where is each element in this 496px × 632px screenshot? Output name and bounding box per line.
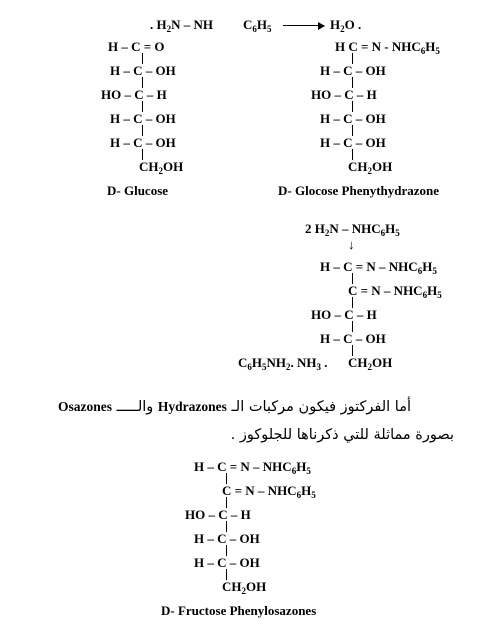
- sub: 2: [367, 166, 372, 176]
- reaction1-reagent: [150, 17, 214, 34]
- sub: 5: [437, 290, 442, 300]
- fructose-last-row: [222, 579, 267, 596]
- osazone-row-1: [320, 259, 437, 276]
- row-h: H: [296, 459, 307, 474]
- bp-nh3: . NH: [290, 355, 317, 370]
- fructose-caption: D- Fructose Phenylosazones: [161, 603, 317, 618]
- sub: 6: [417, 266, 423, 276]
- glucose-row: H – C – OH: [110, 63, 176, 78]
- paragraph-line-1: [58, 400, 411, 415]
- sub: 5: [432, 266, 437, 276]
- phenyl-c: C: [243, 17, 253, 32]
- row-h: H: [301, 483, 312, 498]
- ch: CH: [348, 159, 368, 174]
- glucose-caption: D- Glucose: [107, 183, 169, 198]
- sub: 6: [422, 290, 428, 300]
- sub: 6: [247, 362, 252, 372]
- reaction2-byproducts: [238, 355, 328, 372]
- fructose-row-2: [222, 483, 316, 500]
- fructose-row-1: [194, 459, 311, 476]
- glucose-last-row: [139, 159, 184, 176]
- sub: 6: [252, 24, 257, 34]
- hydrazones-term: Hydrazones: [157, 399, 227, 414]
- reaction1-phenyl: [243, 17, 272, 34]
- row-h: H: [422, 259, 433, 274]
- sub: 2: [158, 166, 163, 176]
- osazone-row-4: H – C – OH: [320, 331, 386, 346]
- sub: 5: [395, 228, 400, 238]
- row-text: H – C = N – NHC: [194, 459, 292, 474]
- hydrazone-row: H – C – OH: [320, 111, 386, 126]
- oh: OH: [372, 355, 393, 370]
- ch: CH: [139, 159, 159, 174]
- sub: 2: [367, 362, 372, 372]
- row-text: C = N – NHC: [222, 483, 297, 498]
- sub: 2: [340, 24, 345, 34]
- reagent-h: H: [385, 221, 396, 236]
- row-text: C = N – NHC: [348, 283, 423, 298]
- sub: 5: [311, 490, 316, 500]
- osazone-last-row: [348, 355, 393, 372]
- ch: CH: [348, 355, 368, 370]
- reaction1-product: [330, 17, 362, 34]
- paragraph-line-2: بصورة مماثلة للتي ذكرناها للجلوكوز .: [230, 427, 454, 443]
- ch: CH: [222, 579, 242, 594]
- hydrazone-row: H – C – OH: [320, 63, 386, 78]
- fructose-row: H – C – OH: [194, 531, 260, 546]
- hydrazone-row-1: [335, 39, 440, 56]
- glucose-row: HO – C – H: [101, 87, 167, 102]
- sub: 2: [324, 228, 330, 238]
- glucose-row: H – C = O: [108, 39, 165, 54]
- product-tail: O .: [344, 17, 362, 32]
- reaction1-lead: . H: [150, 17, 167, 32]
- sub: 6: [291, 466, 297, 476]
- phenyl-h: H: [256, 17, 268, 32]
- sub: 2: [166, 24, 172, 34]
- fructose-row: H – C – OH: [194, 555, 260, 570]
- down-arrow-icon: ↓: [348, 237, 355, 252]
- sub: 5: [267, 24, 272, 34]
- bp-dot: .: [324, 355, 328, 370]
- osazones-term: Osazones: [58, 399, 112, 414]
- product-h: H: [330, 17, 341, 32]
- hydrazone-row: HO – C – H: [311, 87, 377, 102]
- hydrazone-last-row: [348, 159, 393, 176]
- sub: 2: [241, 586, 246, 596]
- reaction-arrow: [283, 25, 324, 26]
- row-text: H – C = N – NHC: [320, 259, 418, 274]
- row-h: H: [427, 283, 438, 298]
- sub: 2: [286, 362, 291, 372]
- sub: 6: [380, 228, 386, 238]
- arabic-text: أما الفركتوز فيكون مركبات الـ: [231, 399, 411, 415]
- sub: 5: [435, 46, 440, 56]
- glucose-row: H – C – OH: [110, 135, 176, 150]
- oh: OH: [163, 159, 184, 174]
- bp-c: C: [238, 355, 248, 370]
- sub: 6: [420, 46, 426, 56]
- sub: 3: [316, 362, 322, 372]
- arabic-text: والـــــ: [116, 399, 154, 415]
- sub: 5: [262, 362, 267, 372]
- bp-nh: NH: [266, 355, 287, 370]
- bp-h: H: [251, 355, 263, 370]
- reaction1-reagent-tail: N – NH: [171, 17, 214, 32]
- fructose-row: HO – C – H: [185, 507, 251, 522]
- reagent-mid: N – NHC: [329, 221, 381, 236]
- hydrazone-row: H – C – OH: [320, 135, 386, 150]
- reaction2-reagent: [305, 221, 400, 238]
- row-text: H C = N - NHC: [335, 39, 421, 54]
- hydrazone-caption: D- Glocose Phenythydrazone: [278, 183, 440, 198]
- sub: 5: [306, 466, 311, 476]
- reagent-text: 2 H: [305, 221, 325, 236]
- sub: 6: [296, 490, 302, 500]
- glucose-row: H – C – OH: [110, 111, 176, 126]
- oh: OH: [246, 579, 267, 594]
- row-h: H: [425, 39, 436, 54]
- osazone-row-3: HO – C – H: [311, 307, 377, 322]
- osazone-row-2: [348, 283, 442, 300]
- oh: OH: [372, 159, 393, 174]
